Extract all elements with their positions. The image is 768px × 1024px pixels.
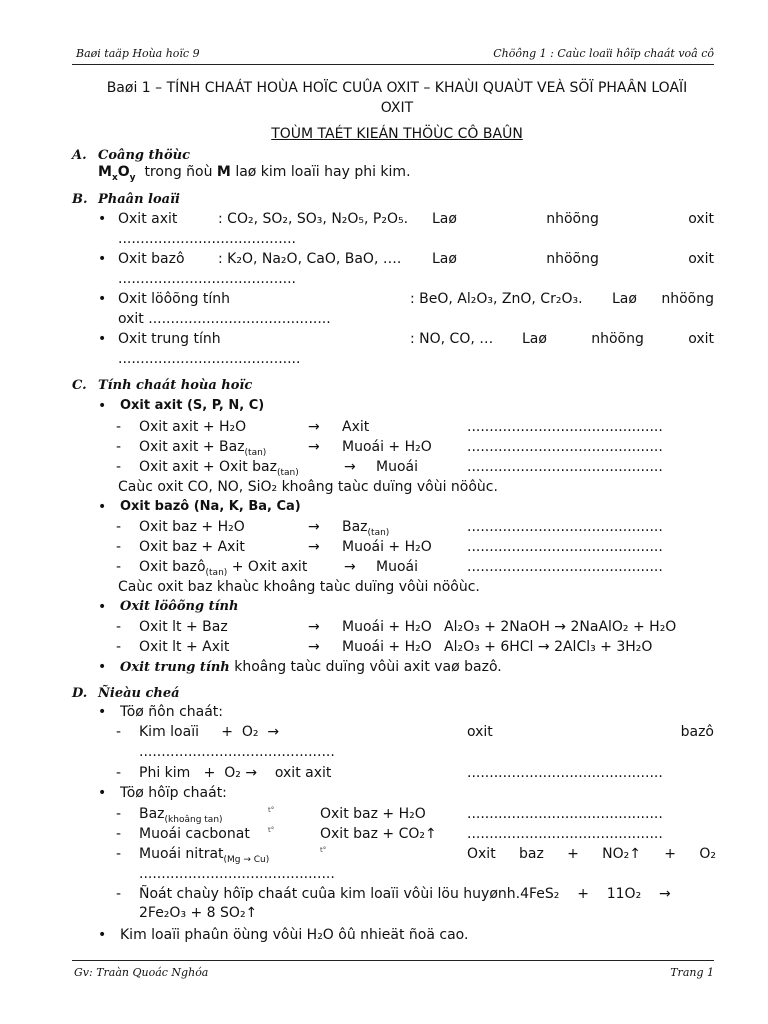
fill-blank: ............................................ xyxy=(467,539,663,555)
class-examples: : CO₂, SO₂, SO₃, N₂O₅, P₂O₅. xyxy=(218,211,409,227)
reaction-rhs: Oxit baz + CO₂↑ xyxy=(320,826,437,842)
note: Caùc oxit CO, NO, SiO₂ khoâng taùc duïng vôùi nöôùc. xyxy=(118,479,498,495)
reaction-rhs: Oxit baz + NO₂↑ + O₂ xyxy=(467,846,716,862)
dash: - xyxy=(116,724,122,740)
fill-blank: ........................................ xyxy=(118,231,297,247)
prep-from-compounds: Töø hôïp chaát: xyxy=(120,785,227,801)
reaction-lhs: Baz$_{(khoâng tan)}$ xyxy=(139,806,223,825)
list-bullet: • xyxy=(98,499,107,515)
page-header xyxy=(72,44,714,65)
arrow: → xyxy=(308,539,320,555)
class-def: Laø nhöõng xyxy=(612,291,714,307)
section-d-heading: D. Ñieàu cheá xyxy=(72,686,180,701)
reaction-lhs: Oxit bazô$_{(tan)}$ + Oxit axit xyxy=(139,559,308,578)
reaction-lhs: Oxit axit + H₂O xyxy=(139,419,247,435)
reaction-lhs: Oxit lt + Baz xyxy=(139,619,228,635)
dash: - xyxy=(116,539,122,555)
dash: - xyxy=(116,639,122,655)
list-bullet: • xyxy=(98,291,107,307)
fill-blank: ............................................ xyxy=(139,866,335,882)
header-left: Baøi taäp Hoùa hoïc 9 xyxy=(76,47,200,60)
reaction-lhs: Oxit lt + Axit xyxy=(139,639,230,655)
arrow: → xyxy=(308,419,320,435)
dash: - xyxy=(116,806,122,822)
reaction-rhs: Axit xyxy=(342,419,370,435)
sulfide-burning: Ñoát chaùy hôïp chaát cuûa kim loaïi vôùi löu huyønh.4FeS₂ + 11O₂ → xyxy=(139,886,671,902)
header-right: Chöông 1 : Caùc loaïi hôïp chaát voâ cô xyxy=(493,47,714,60)
page-number: Trang 1 xyxy=(670,966,714,979)
heat-arrow-icon: t° xyxy=(320,846,327,854)
reaction-lhs: Oxit axit + Baz$_{(tan)}$ xyxy=(139,439,267,458)
fill-blank: ............................................ xyxy=(467,519,663,535)
class-name: Oxit trung tính xyxy=(118,331,221,347)
subtitle: TOÙM TAÉT KIEÁN THÖÙC CÔ BAÛN xyxy=(271,126,523,142)
fill-blank: ............................................ xyxy=(467,559,663,575)
dash: - xyxy=(116,619,122,635)
fill-blank: ............................................ xyxy=(467,765,663,781)
class-name: Oxit löôõng tính xyxy=(118,291,231,307)
reaction-rhs: Muoái + H₂O xyxy=(342,439,432,455)
reaction-rhs: Muoái + H₂O xyxy=(342,539,432,555)
list-bullet: • xyxy=(98,251,107,267)
list-bullet: • xyxy=(98,659,107,675)
class-def: Laø nhöõng oxit xyxy=(432,251,714,267)
dash: - xyxy=(116,826,122,842)
footer-author: Gv: Traàn Quoác Nghóa xyxy=(74,966,209,979)
fill-blank: ............................................ xyxy=(467,459,663,475)
fill-blank: ............................................ xyxy=(467,419,663,435)
class-examples: : K₂O, Na₂O, CaO, BaO, …. xyxy=(218,251,402,267)
lesson-title: Baøi 1 – TÍNH CHAÁT HOÙA HOÏC CUÛA OXIT – KHAÙI QUAÙT VEÀ SÖÏ PHAÂN LOAÏI xyxy=(106,80,688,96)
fill-blank: ......................................... xyxy=(118,351,301,367)
arrow: → xyxy=(308,639,320,655)
group-title-acid-oxide: Oxit axit (S, P, N, C) xyxy=(120,398,265,413)
arrow: → xyxy=(308,439,320,455)
general-formula: $M_xO_y$ trong ñoù M laø kim loaïi hay phi kim. xyxy=(98,164,411,183)
dash: - xyxy=(116,439,122,455)
metal-water-reaction: Kim loaïi phaûn öùng vôùi H₂O ôû nhieät ñoä cao. xyxy=(120,927,469,943)
reaction-rhs: Muoái + H₂O xyxy=(342,639,432,655)
group-title-amphoteric-oxide: Oxit löôõng tính xyxy=(120,599,239,614)
dash: - xyxy=(116,559,122,575)
list-bullet: • xyxy=(98,331,107,347)
arrow: → xyxy=(308,519,320,535)
arrow: → xyxy=(344,459,356,475)
reaction-rhs: Oxit baz + H₂O xyxy=(320,806,426,822)
reaction-rhs: Baz$_{(tan)}$ xyxy=(342,519,390,538)
heat-arrow-icon: t° xyxy=(268,806,275,814)
list-bullet: • xyxy=(98,211,107,227)
class-def: Laø nhöõng oxit xyxy=(432,211,714,227)
reaction-lhs: Muoái cacbonat xyxy=(139,826,250,842)
reaction-lhs: Oxit baz + Axit xyxy=(139,539,245,555)
fill-blank: ........................................ xyxy=(118,271,297,287)
heat-arrow-icon: t° xyxy=(268,826,275,834)
class-def: Laø nhöõng oxit xyxy=(522,331,714,347)
reaction-lhs: Phi kim + O₂ → oxit axit xyxy=(139,765,332,781)
reaction-lhs: Kim loaïi + O₂ → xyxy=(139,724,280,740)
reaction-lhs: Muoái nitrat$_{(Mg \to Cu)}$ xyxy=(139,846,270,865)
reaction-lhs: Oxit axit + Oxit baz$_{(tan)}$ xyxy=(139,459,299,478)
lesson-title-cont: OXIT xyxy=(380,100,414,116)
page-footer xyxy=(72,960,714,983)
dash: - xyxy=(116,846,122,862)
class-name: Oxit axit xyxy=(118,211,178,227)
arrow: → xyxy=(344,559,356,575)
note: Caùc oxit baz khaùc khoâng taùc duïng vôùi nöôùc. xyxy=(118,579,480,595)
dash: - xyxy=(116,519,122,535)
reaction-rhs: Muoái xyxy=(376,559,418,575)
example-equation: Al₂O₃ + 2NaOH → 2NaAlO₂ + H₂O xyxy=(444,619,677,635)
class-examples: : BeO, Al₂O₃, ZnO, Cr₂O₃. xyxy=(410,291,583,307)
arrow: → xyxy=(308,619,320,635)
dash: - xyxy=(116,886,122,902)
list-bullet: • xyxy=(98,599,107,615)
list-bullet: • xyxy=(98,927,107,943)
group-title-basic-oxide: Oxit bazô (Na, K, Ba, Ca) xyxy=(120,499,301,514)
list-bullet: • xyxy=(98,398,107,414)
class-examples: : NO, CO, … xyxy=(410,331,494,347)
reaction-rhs: Muoái + H₂O xyxy=(342,619,432,635)
sulfide-burning-cont: 2Fe₂O₃ + 8 SO₂↑ xyxy=(139,905,258,921)
neutral-oxide-line: Oxit trung tính khoâng taùc duïng vôùi axit vaø bazô. xyxy=(120,659,502,675)
fill-blank: ............................................ xyxy=(467,806,663,822)
reaction-rhs: oxit bazô xyxy=(467,724,714,740)
section-a-heading: A. Coâng thöùc xyxy=(72,148,191,163)
class-name: Oxit bazô xyxy=(118,251,185,267)
fill-blank: ............................................ xyxy=(467,826,663,842)
fill-blank: ............................................ xyxy=(139,744,335,760)
dash: - xyxy=(116,419,122,435)
fill-blank: oxit ......................................... xyxy=(118,311,331,327)
dash: - xyxy=(116,765,122,781)
prep-from-elements: Töø ñôn chaát: xyxy=(120,704,223,720)
list-bullet: • xyxy=(98,785,107,801)
reaction-rhs: Muoái xyxy=(376,459,418,475)
section-c-heading: C. Tính chaát hoùa hoïc xyxy=(72,378,253,393)
dash: - xyxy=(116,459,122,475)
fill-blank: ............................................ xyxy=(467,439,663,455)
reaction-lhs: Oxit baz + H₂O xyxy=(139,519,245,535)
section-b-heading: B. Phaân loaïi xyxy=(72,192,180,207)
list-bullet: • xyxy=(98,704,107,720)
example-equation: Al₂O₃ + 6HCl → 2AlCl₃ + 3H₂O xyxy=(444,639,653,655)
